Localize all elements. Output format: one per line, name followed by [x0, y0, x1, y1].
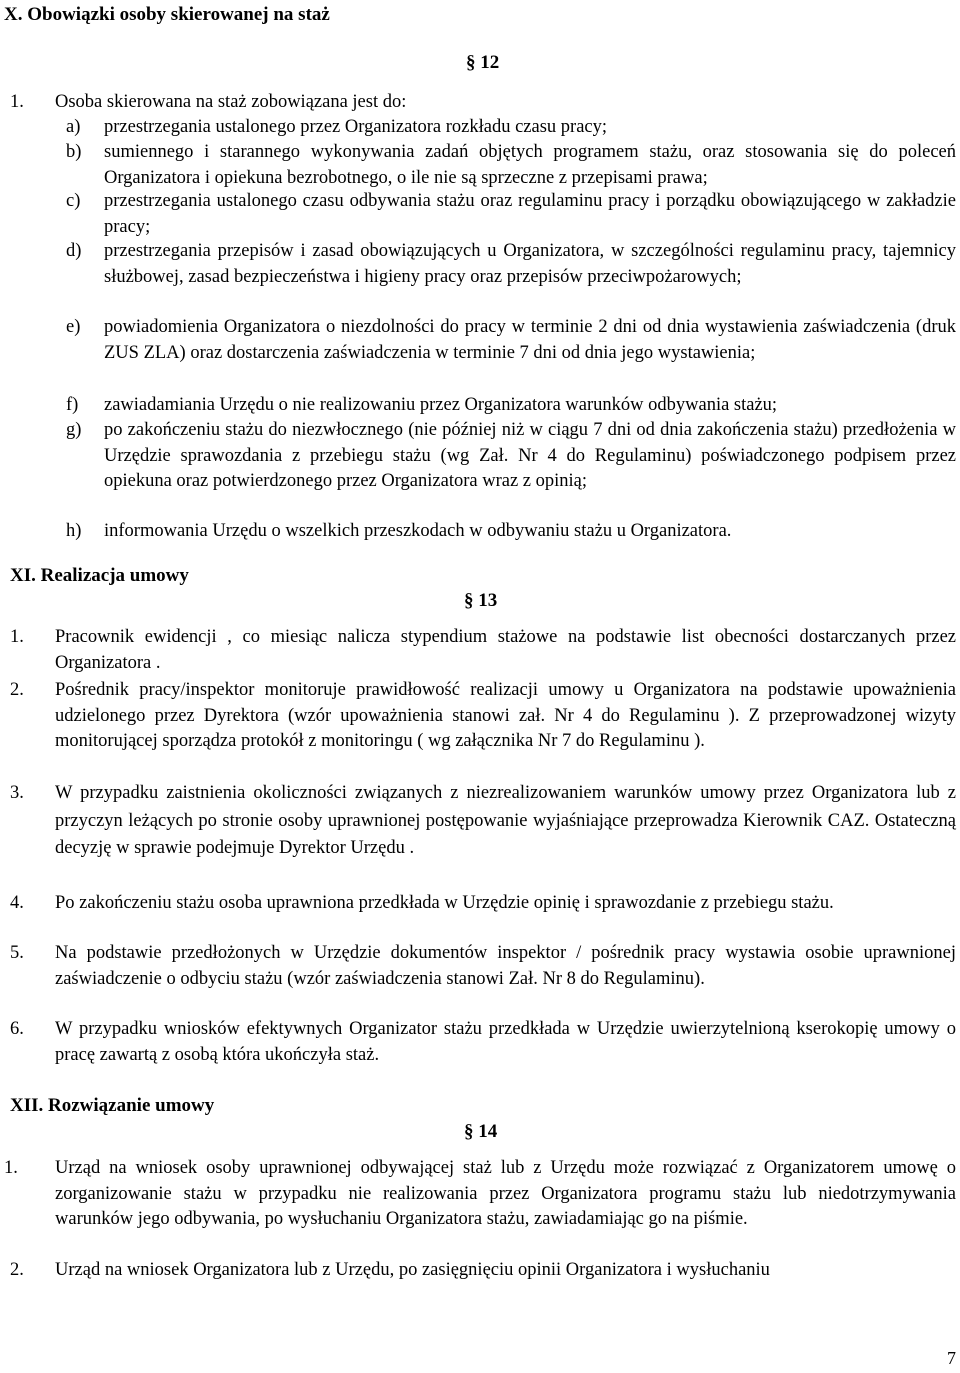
item-number: 1. [10, 627, 24, 647]
section-heading: X. Obowiązki osoby skierowanej na staż [4, 4, 330, 25]
subitem-text: zawiadamiania Urzędu o nie realizowaniu przez Organizatora warunków odbywania stażu; [104, 395, 778, 415]
list-subitem [66, 239, 956, 290]
section-heading: XII. Rozwiązanie umowy [10, 1095, 215, 1116]
subitem-label: f) [66, 395, 79, 415]
item-text: Osoba skierowana na staż zobowiązana jest do: [55, 92, 407, 112]
list-item [10, 678, 956, 755]
list-subitem [66, 393, 956, 419]
section-heading: XI. Realizacja umowy [10, 565, 189, 586]
item-text: Na podstawie przedłożonych w Urzędzie dokumentów inspektor / pośrednik pracy wystawia osobie uprawnionej zaświadczenie o odbyciu stażu (wzór zaświadczenia stanowi Zał. Nr 8 do Regulaminu). [55, 943, 956, 989]
item-number: 4. [10, 893, 24, 913]
list-item [10, 891, 956, 917]
subitem-label: h) [66, 521, 82, 541]
list-subitem [66, 418, 956, 495]
item-number: 1. [10, 92, 24, 112]
subitem-label: c) [66, 191, 81, 211]
item-number: 2. [10, 680, 24, 700]
subitem-text: po zakończeniu stażu do niezwłocznego (nie później niż w ciągu 7 dni od dnia zakończenia stażu) przedłożenia w Urzędzie sprawozdania z przebiegu stażu (wg Zał. Nr 4 do Regulaminu) poświadczonego podpisem przez opiekuna oraz potwierdzonego przez Organizatora wraz z opinią; [104, 420, 956, 491]
item-number: 6. [10, 1019, 24, 1039]
subitem-text: przestrzegania ustalonego przez Organizatora rozkładu czasu pracy; [104, 117, 608, 137]
list-subitem [66, 140, 956, 191]
paragraph-sign: § 12 [466, 52, 500, 73]
item-number: 3. [10, 783, 24, 803]
item-number: 1. [4, 1158, 18, 1178]
subitem-label: d) [66, 241, 82, 261]
subitem-text: sumiennego i starannego wykonywania zadań objętych programem stażu, oraz stosowania się do poleceń Organizatora i opiekuna bezrobotnego, o ile nie są sprzeczne z przepisami prawa; [104, 142, 956, 188]
subitem-text: przestrzegania ustalonego czasu odbywania stażu oraz regulaminu pracy i porządku obowiązującego w zakładzie pracy; [104, 191, 956, 237]
item-text: W przypadku wniosków efektywnych Organizator stażu przedkłada w Urzędzie uwierzytelnioną kserokopię umowy o pracę zawartą z osobą która ukończyła staż. [55, 1019, 956, 1065]
list-item [10, 1258, 956, 1284]
list-item [10, 625, 956, 676]
list-item [10, 90, 956, 116]
subitem-label: b) [66, 142, 82, 162]
list-item [10, 780, 956, 863]
item-text: Urząd na wniosek osoby uprawnionej odbywającej staż lub z Urzędu może rozwiązać z Organizatorem umowę o zorganizowanie stażu w przypadku nie realizowania przez Organizatora programu stażu lub niedotrzymywania warunków jego odbywania, po wysłuchaniu Organizatora stażu, zawiadamiając go na piśmie. [55, 1158, 956, 1229]
item-text: Pośrednik pracy/inspektor monitoruje prawidłowość realizacji umowy u Organizatora na podstawie upoważnienia udzielonego przez Dyrektora (wzór upoważnienia stanowi zał. Nr 4 do Regulaminu ). Z przeprowadzonej wizyty monitorującej sporządza protokół z monitoringu ( wg załącznika Nr 7 do Regulaminu ). [55, 680, 956, 751]
item-number: 5. [10, 943, 24, 963]
list-item [4, 1156, 956, 1233]
item-text: W przypadku zaistnienia okoliczności związanych z niezrealizowaniem warunków umowy przez Organizatora lub z przyczyn leżących po stronie osoby uprawnionej postępowanie wyjaśniające przeprowadza Kierownik CAZ. Ostateczną decyzję w sprawie podejmuje Dyrektor Urzędu . [55, 783, 956, 858]
subitem-text: przestrzegania przepisów i zasad obowiązujących u Organizatora, w szczególności regulaminu pracy, tajemnicy służbowej, zasad bezpieczeństwa i higieny pracy oraz przepisów przeciwpożarowych; [104, 241, 956, 287]
item-text: Pracownik ewidencji , co miesiąc nalicza stypendium stażowe na podstawie list obecności dostarczanych przez Organizatora . [55, 627, 956, 673]
list-subitem [66, 519, 956, 545]
item-number: 2. [10, 1260, 24, 1280]
item-text: Po zakończeniu stażu osoba uprawniona przedkłada w Urzędzie opinię i sprawozdanie z przebiegu stażu. [55, 893, 834, 913]
list-subitem [66, 315, 956, 366]
subitem-label: e) [66, 317, 81, 337]
list-item [10, 941, 956, 992]
list-item [10, 1017, 956, 1068]
list-subitem [66, 115, 956, 141]
item-text: Urząd na wniosek Organizatora lub z Urzędu, po zasięgnięciu opinii Organizatora i wysłuchaniu [55, 1260, 770, 1280]
subitem-label: g) [66, 420, 82, 440]
paragraph-sign: § 13 [464, 590, 498, 611]
list-subitem [66, 189, 956, 240]
subitem-label: a) [66, 117, 81, 137]
paragraph-sign: § 14 [464, 1121, 498, 1142]
subitem-text: informowania Urzędu o wszelkich przeszkodach w odbywaniu stażu u Organizatora. [104, 521, 732, 541]
page-number: 7 [947, 1348, 956, 1368]
subitem-text: powiadomienia Organizatora o niezdolności do pracy w terminie 2 dni od dnia wystawienia zaświadczenia (druk ZUS ZLA) oraz dostarczenia zaświadczenia w terminie 7 dni od dnia jego wystawienia; [104, 317, 956, 363]
